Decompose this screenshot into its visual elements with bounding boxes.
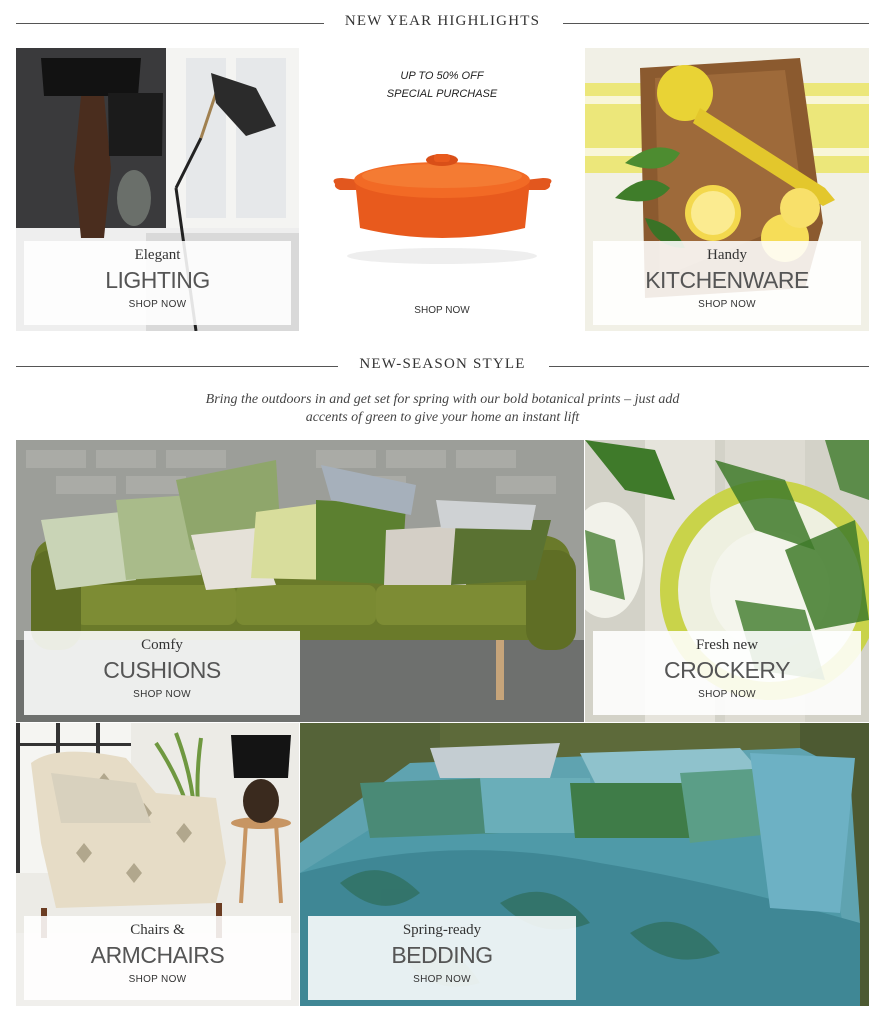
armchairs-title: ARMCHAIRS <box>90 942 225 968</box>
promo-shop-now-link[interactable]: SHOP NOW <box>414 305 470 316</box>
promo-tile[interactable] <box>300 48 584 331</box>
intro-line-1: Bring the outdoors in and get set for spring with our bold botanical prints – just add <box>205 392 680 407</box>
kitchenware-title: KITCHENWARE <box>645 267 809 293</box>
bedding-card[interactable] <box>308 916 576 1000</box>
section-title: NEW YEAR HIGHLIGHTS <box>344 13 541 29</box>
crockery-tile[interactable] <box>585 440 869 722</box>
promo-line-2: SPECIAL PURCHASE <box>386 88 498 100</box>
crockery-kicker: Fresh new <box>695 637 759 653</box>
lighting-title: LIGHTING <box>105 267 210 293</box>
bedding-tile[interactable] <box>300 723 869 1006</box>
section-heading-highlights <box>16 13 869 33</box>
armchairs-tile[interactable] <box>16 723 299 1006</box>
section-title: NEW-SEASON STYLE <box>359 356 526 372</box>
cushions-title: CUSHIONS <box>103 657 221 683</box>
kitchenware-tile[interactable] <box>585 48 869 331</box>
bedding-kicker: Spring-ready <box>402 922 482 938</box>
cushions-kicker: Comfy <box>141 637 183 653</box>
kitchenware-shop-now-link[interactable]: SHOP NOW <box>698 299 756 310</box>
crockery-card[interactable] <box>593 631 861 715</box>
cushions-shop-now-link[interactable]: SHOP NOW <box>133 689 191 700</box>
season-intro-text <box>100 391 785 427</box>
section-heading-season <box>16 356 869 376</box>
armchairs-shop-now-link[interactable]: SHOP NOW <box>128 974 187 985</box>
lighting-card[interactable] <box>24 241 291 325</box>
cushions-tile[interactable] <box>16 440 584 722</box>
kitchenware-kicker: Handy <box>707 247 747 263</box>
casserole-dish-image <box>330 148 555 268</box>
armchairs-card[interactable] <box>24 916 291 1000</box>
kitchenware-card[interactable] <box>593 241 861 325</box>
lighting-kicker: Elegant <box>134 247 181 263</box>
armchairs-kicker: Chairs & <box>130 922 185 938</box>
bedding-title: BEDDING <box>391 942 493 968</box>
lighting-tile[interactable] <box>16 48 299 331</box>
bedding-shop-now-link[interactable]: SHOP NOW <box>413 974 471 985</box>
lighting-shop-now-link[interactable]: SHOP NOW <box>128 299 187 310</box>
promo-line-1: UP TO 50% OFF <box>400 70 484 82</box>
cushions-card[interactable] <box>24 631 300 715</box>
crockery-title: CROCKERY <box>664 657 790 683</box>
crockery-shop-now-link[interactable]: SHOP NOW <box>698 689 756 700</box>
intro-line-2: accents of green to give your home an instant lift <box>305 410 580 425</box>
